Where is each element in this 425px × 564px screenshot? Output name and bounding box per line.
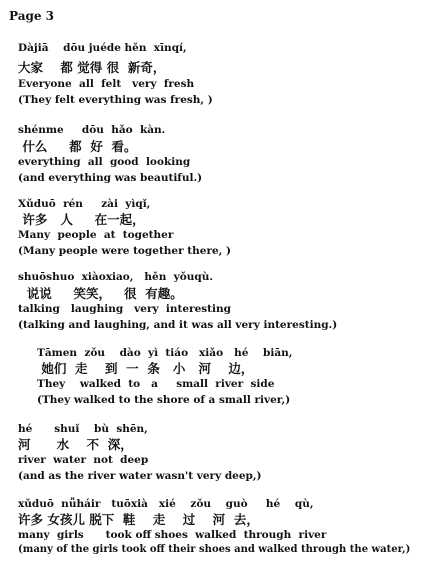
gloss-line: Many people at together bbox=[18, 229, 174, 241]
pinyin-line: xǔduō nǚháir tuōxià xié zǒu guò hé qù, bbox=[18, 498, 314, 510]
hanzi-line: 大家 都 觉得 很 新奇， bbox=[18, 60, 166, 75]
pinyin-line: Tāmen zǒu dào yì tiáo xiǎo hé biān, bbox=[37, 347, 293, 359]
gloss-line: river water not deep bbox=[18, 454, 149, 466]
pinyin-line: Xǔduō rén zài yìqǐ, bbox=[18, 198, 151, 210]
translation-line: (They felt everything was fresh, ) bbox=[18, 94, 213, 106]
hanzi-line: 什么 都 好 看。 bbox=[18, 139, 137, 154]
translation-line: (and everything was beautiful.) bbox=[18, 172, 203, 184]
gloss-line: They walked to a small river side bbox=[37, 378, 275, 390]
gloss-line: talking laughing very interesting bbox=[18, 303, 231, 315]
hanzi-line: 许多 女孩儿 脱下 鞋 走 过 河 去， bbox=[18, 512, 259, 527]
hanzi-line: 她们 走 到 一 条 小 河 边， bbox=[37, 361, 254, 376]
pinyin-line: shuōshuo xiàoxiao, hěn yǒuqù. bbox=[18, 271, 214, 283]
pinyin-line: shénme dōu hǎo kàn. bbox=[18, 124, 166, 136]
gloss-line: Everyone all felt very fresh bbox=[18, 78, 195, 90]
translation-line: (many of the girls took off their shoes and walked through the water,) bbox=[18, 544, 411, 555]
gloss-line: many girls took off shoes walked through river bbox=[18, 529, 327, 541]
gloss-line: everything all good looking bbox=[18, 156, 191, 168]
translation-line: (Many people were together there, ) bbox=[18, 245, 231, 257]
page-label: Page 3 bbox=[9, 9, 55, 23]
hanzi-line: 河 水 不 深， bbox=[18, 437, 133, 452]
translation-line: (They walked to the shore of a small river,) bbox=[37, 394, 291, 406]
pinyin-line: hé shuǐ bù shēn, bbox=[18, 423, 148, 435]
hanzi-line: 许多 人 在一起， bbox=[18, 212, 145, 227]
translation-line: (talking and laughing, and it was all very interesting.) bbox=[18, 319, 338, 331]
hanzi-line: 说说 笑笑， 很 有趣。 bbox=[18, 286, 183, 301]
pinyin-line: Dàjiā dōu juéde hěn xīnqí, bbox=[18, 42, 187, 54]
translation-line: (and as the river water wasn't very deep,) bbox=[18, 470, 262, 482]
